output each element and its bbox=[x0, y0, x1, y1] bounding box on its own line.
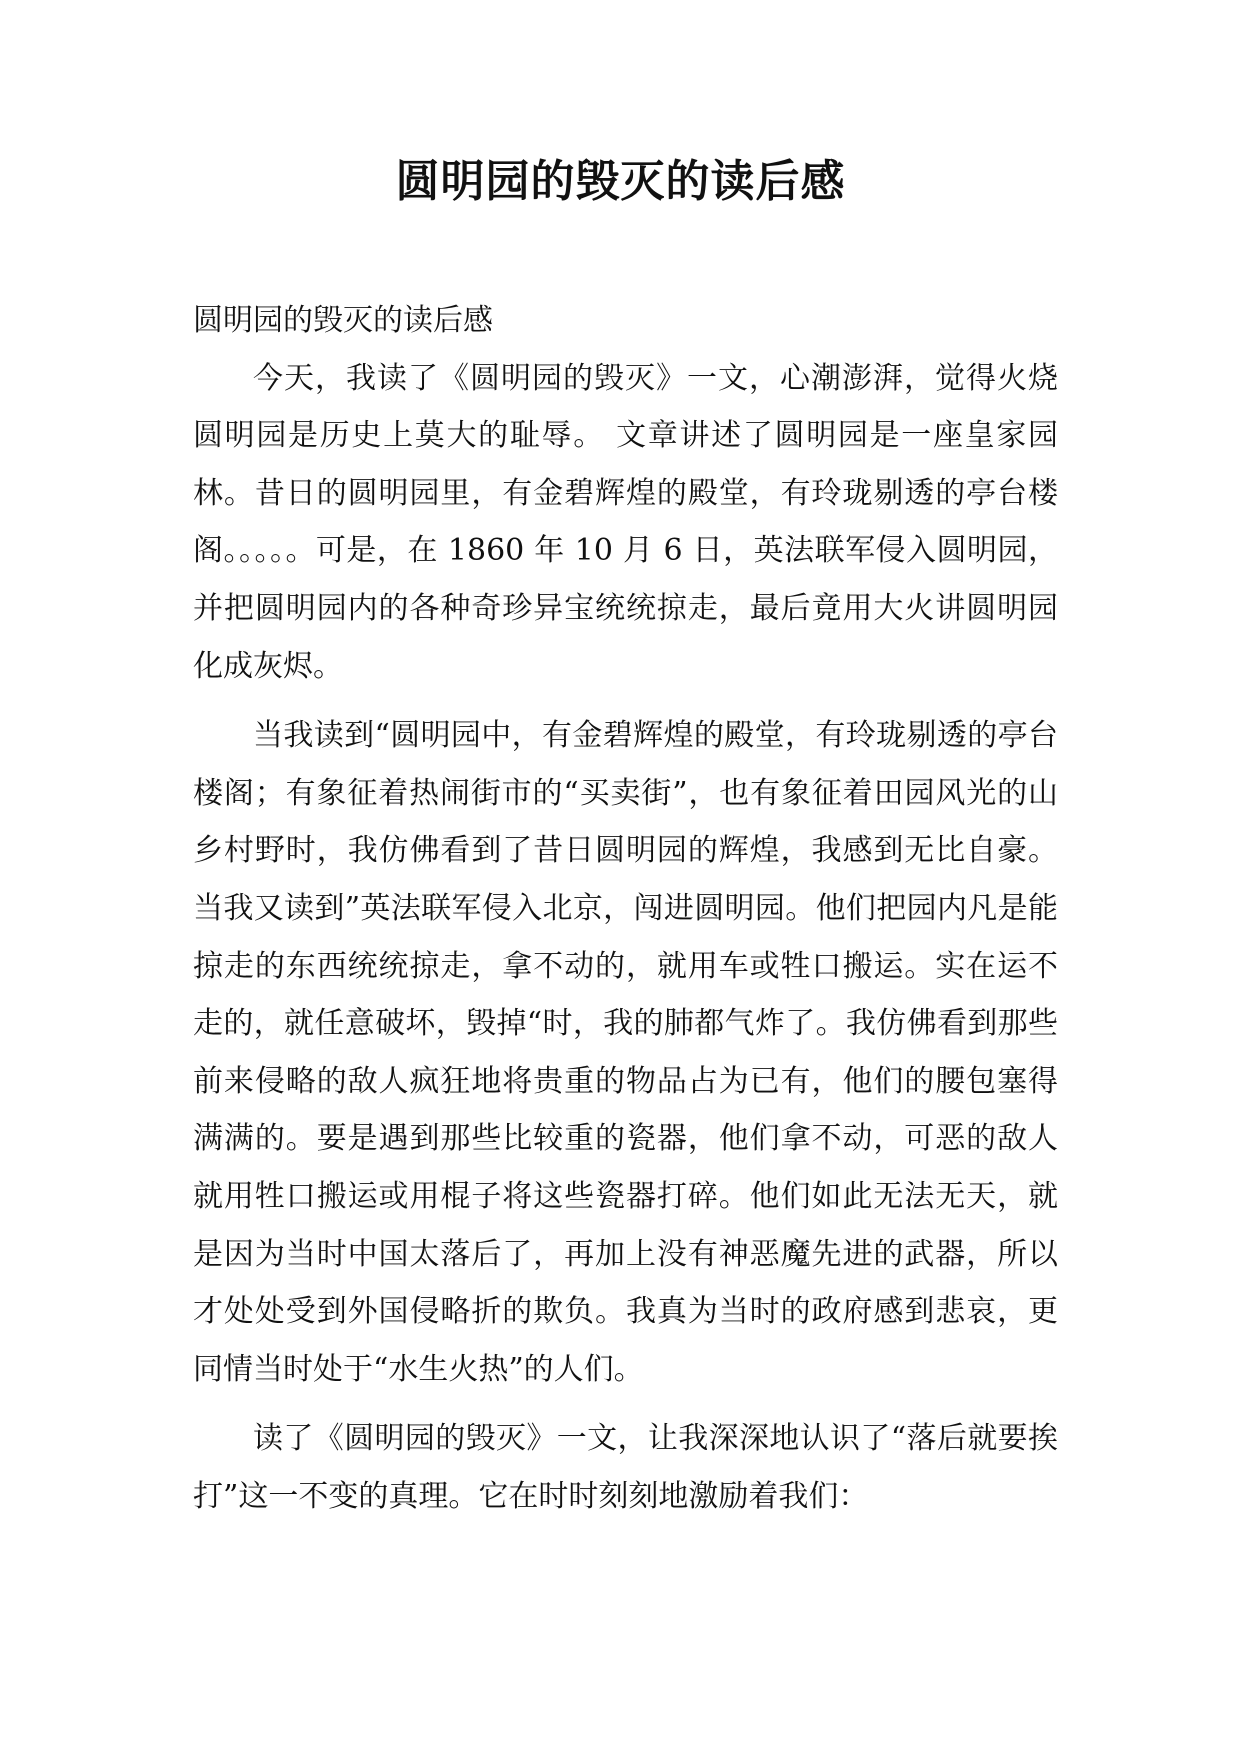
paragraph-3: 读了《圆明园的毁灭》一文，让我深深地认识了“落后就要挨打”这一不变的真理。它在时时刻刻地激励着我们： bbox=[193, 1421, 1058, 1514]
document-title: 圆明园的毁灭的读后感 bbox=[395, 156, 846, 207]
paragraph-1: 今天，我读了《圆明园的毁灭》一文，心潮澎湃，觉得火烧圆明园是历史上莫大的耻辱。 文章讲述了圆明园是一座皇家园林。昔日的圆明园里，有金碧辉煌的殿堂，有玲珑剔透的亭台楼阁。。。。。可是，在 1860 年 10 月 6 日，英法联军侵入圆明园，并把圆明园内的各种奇珍异宝统统掠走，最后竟用大火讲圆明园化成灰烬。 bbox=[193, 360, 1058, 684]
paragraph-2: 当我读到“圆明园中，有金碧辉煌的殿堂，有玲珑剔透的亭台楼阁；有象征着热闹街市的“买卖街”，也有象征着田园风光的山乡村野时，我仿佛看到了昔日圆明园的辉煌，我感到无比自豪。 当我又读到”英法联军侵入北京，闯进圆明园。他们把园内凡是能掠走的东西统统掠走，拿不动的，就用车或牲口搬运。实在运不走的，就任意破坏，毁掉“时，我的肺都气炸了。我仿佛看到那些前来侵略的敌人疯狂地将贵重的物品占为已有，他们的腰包塞得满满的。要是遇到那些比较重的瓷器，他们拿不动，可恶的敌人就用牲口搬运或用棍子将这些瓷器打碎。他们如此无法无天，就是因为当时中国太落后了，再加上没有神恶魔先进的武器，所以才处处受到外国侵略折的欺负。我真为当时的政府感到悲哀，更同情当时处于“水生火热”的人们。 bbox=[193, 718, 1058, 1387]
document-subtitle: 圆明园的毁灭的读后感 bbox=[193, 303, 493, 338]
document-body bbox=[193, 292, 1058, 1525]
